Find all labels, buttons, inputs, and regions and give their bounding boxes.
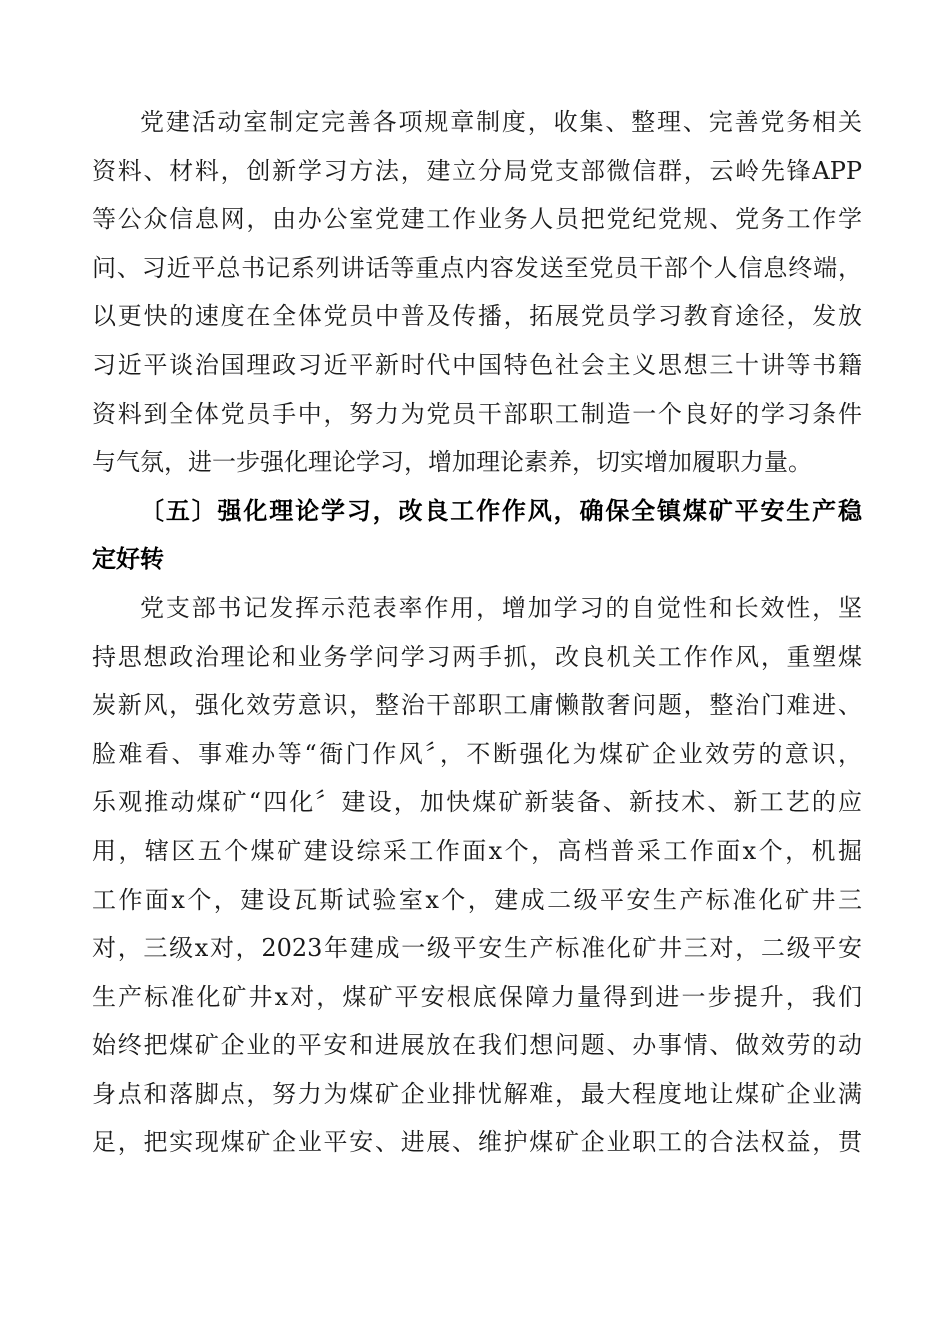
paragraph-line: 用，辖区五个煤矿建设综采工作面x个，高档普采工作面x个，机掘: [92, 836, 862, 865]
paragraph-coal-mine-safety: [92, 584, 862, 1167]
paragraph-line: 与气氛，进一步强化理论学习，增加理论素养，切实增加履职力量。: [92, 448, 812, 477]
paragraph-line: 等公众信息网，由办公室党建工作业务人员把党纪党规、党务工作学: [92, 205, 862, 234]
paragraph-line: 乐观推动煤矿“四化〞建设，加快煤矿新装备、新技术、新工艺的应: [92, 788, 862, 817]
section-heading: [92, 487, 862, 584]
paragraph-line: 问、习近平总书记系列讲话等重点内容发送至党员干部个人信息终端，: [92, 253, 862, 282]
paragraph-line: 党支部书记发挥示范表率作用，增加学习的自觉性和长效性，坚: [140, 593, 862, 622]
paragraph-party-building: [92, 98, 862, 487]
paragraph-line: 习近平谈治国理政习近平新时代中国特色社会主义思想三十讲等书籍: [92, 350, 862, 379]
document-body: [92, 98, 862, 1167]
paragraph-line: 始终把煤矿企业的平安和进展放在我们想问题、办事情、做效劳的动: [92, 1031, 862, 1060]
paragraph-line: 以更快的速度在全体党员中普及传播，拓展党员学习教育途径，发放: [92, 302, 862, 331]
paragraph-line: 工作面x个，建设瓦斯试验室x个，建成二级平安生产标准化矿井三: [92, 885, 862, 914]
paragraph-line: 足，把实现煤矿企业平安、进展、维护煤矿企业职工的合法权益，贯: [92, 1128, 862, 1157]
paragraph-line: 资料到全体党员手中，努力为党员干部职工制造一个良好的学习条件: [92, 399, 862, 428]
paragraph-line: 生产标准化矿井x对，煤矿平安根底保障力量得到进一步提升，我们: [92, 982, 862, 1011]
heading-line: 定好转: [92, 544, 164, 574]
paragraph-line: 脸难看、事难办等“衙门作风〞，不断强化为煤矿企业效劳的意识，: [92, 739, 862, 768]
paragraph-line: 对，三级x对，2023年建成一级平安生产标准化矿井三对，二级平安: [92, 934, 862, 963]
paragraph-line: 身点和落脚点，努力为煤矿企业排忧解难，最大程度地让煤矿企业满: [92, 1079, 862, 1108]
paragraph-line: 炭新风，强化效劳意识，整治干部职工庸懒散奢问题，整治门难进、: [92, 691, 862, 720]
paragraph-line: 资料、材料，创新学习方法，建立分局党支部微信群，云岭先锋APP: [92, 156, 862, 185]
paragraph-line: 党建活动室制定完善各项规章制度，收集、整理、完善党务相关: [140, 108, 862, 136]
paragraph-line: 持思想政治理论和业务学问学习两手抓，改良机关工作作风，重塑煤: [92, 642, 862, 671]
heading-line: 〔五〕强化理论学习，改良工作作风，确保全镇煤矿平安生产稳: [140, 495, 862, 525]
